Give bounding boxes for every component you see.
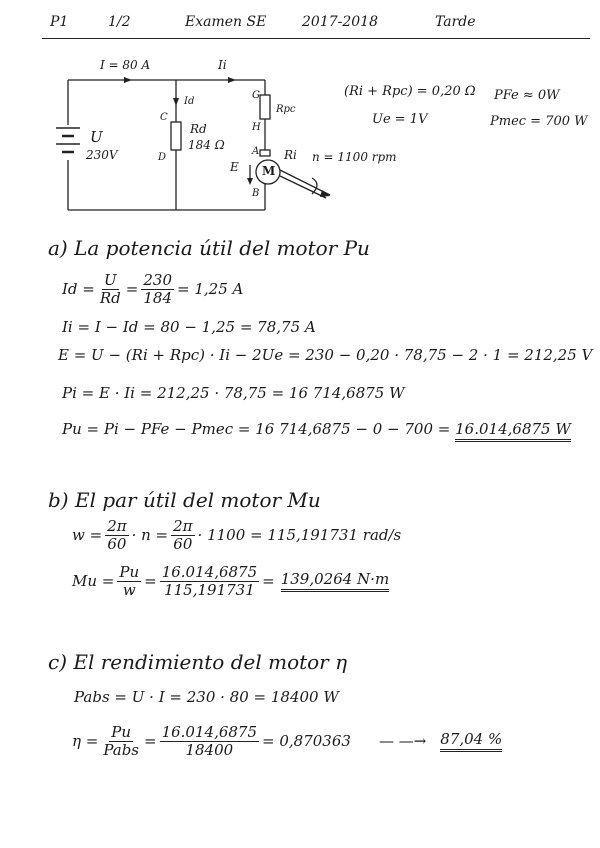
eq-emf: E = U − (Ri + Rpc) · Ii − 2Ue = 230 − 0,20 · 78,75 − 2 · 1 = 212,25 V: [58, 346, 593, 364]
eq-mu-den2: 115,191731: [164, 580, 255, 599]
page-number: 1/2: [108, 14, 131, 30]
eq-id-lhs: Id =: [62, 280, 95, 298]
speed-label: n = 1100 rpm: [312, 150, 397, 164]
eq-omega-mid: · n =: [131, 526, 169, 544]
source-label: U: [90, 128, 103, 146]
eq-eta-den1: Pabs: [103, 740, 139, 759]
eq-eta-eq: =: [144, 732, 157, 750]
rd-label: Rd: [190, 122, 207, 136]
ue-value: Ue = 1V: [372, 112, 428, 127]
eq-eta: [72, 724, 502, 758]
node-h-label: H: [252, 122, 261, 133]
eq-pu-lhs: Pu = Pi − PFe − Pmec = 16 714,6875 − 0 − 700 =: [62, 420, 451, 438]
eq-pu: [62, 420, 571, 438]
exam-session: Tarde: [435, 14, 476, 30]
emf-label: E: [230, 160, 239, 174]
eq-id-den1: Rd: [99, 288, 121, 307]
eq-eta-lhs: η =: [72, 732, 99, 750]
eq-eta-frac2: [160, 724, 259, 758]
current-d-label: Id: [184, 96, 195, 107]
node-g-label: G: [252, 90, 260, 101]
section-c-title: c) El rendimiento del motor η: [48, 650, 348, 674]
eq-eta-den2: 18400: [185, 740, 234, 759]
eq-eta-num1: Pu: [111, 723, 132, 741]
eq-id-frac2: [141, 272, 174, 306]
ri-label: Ri: [284, 148, 297, 162]
node-b-label: B: [252, 188, 260, 199]
eq-eta-result: = 0,870363: [262, 732, 351, 750]
eq-omega-frac2: [171, 518, 194, 552]
eq-mu-num2: 16.014,6875: [161, 563, 258, 581]
node-c-label: C: [160, 112, 168, 123]
eq-mu-eq: =: [144, 572, 157, 590]
eq-mu: [72, 564, 389, 598]
eq-eta-arrow: — —→: [378, 732, 427, 750]
eq-id-num1: U: [104, 271, 117, 289]
pmec-value: Pmec = 700 W: [490, 114, 588, 129]
motor-label: M: [262, 164, 276, 178]
exam-title: Examen SE: [185, 14, 267, 30]
eq-omega-result: · 1100 = 115,191731 rad/s: [197, 526, 402, 544]
eq-mu-num1: Pu: [119, 563, 140, 581]
eq-ii: Ii = I − Id = 80 − 1,25 = 78,75 A: [62, 318, 316, 336]
eq-id-num2: 230: [143, 271, 172, 289]
eq-omega-den2: 60: [173, 534, 193, 553]
problem-label: P1: [50, 14, 69, 30]
source-value: 230V: [86, 148, 118, 162]
eq-omega-den1: 60: [107, 534, 127, 553]
eq-mu-frac2: [160, 564, 259, 598]
node-d-label: D: [158, 152, 167, 163]
rpc-label: Rpc: [276, 104, 296, 115]
node-a-label: A: [252, 146, 260, 157]
rd-value: 184 Ω: [188, 138, 225, 152]
eq-mu-result: 139,0264 N·m: [281, 570, 389, 592]
eq-id-frac1: [98, 272, 123, 306]
eq-mu-frac1: [117, 564, 141, 598]
eq-pabs: Pabs = U · I = 230 · 80 = 18400 W: [74, 688, 339, 706]
eq-id-result: = 1,25 A: [177, 280, 244, 298]
eq-mu-lhs: Mu =: [72, 572, 115, 590]
eq-pu-result: 16.014,6875 W: [455, 420, 571, 442]
ri-rpc-value: (Ri + Rpc) = 0,20 Ω: [344, 84, 476, 99]
eq-mu-den1: w: [122, 580, 136, 599]
exam-year: 2017-2018: [302, 14, 378, 30]
eq-omega-lhs: w =: [72, 526, 103, 544]
eq-mu-eq2: =: [262, 572, 275, 590]
pfe-value: PFe ≈ 0W: [494, 88, 560, 103]
eq-eta-frac1: [101, 724, 141, 758]
current-total-label: I = 80 A: [100, 58, 151, 72]
eq-pi: Pi = E · Ii = 212,25 · 78,75 = 16 714,6875 W: [62, 384, 405, 402]
eq-eta-percent: 87,04 %: [440, 730, 502, 752]
eq-omega-frac1: [105, 518, 128, 552]
eq-id-den2: 184: [143, 288, 172, 307]
eq-omega-num1: 2π: [107, 517, 127, 535]
eq-id: [62, 272, 243, 306]
eq-eta-num2: 16.014,6875: [161, 723, 258, 741]
eq-id-eq: =: [125, 280, 139, 298]
eq-omega: [72, 518, 401, 552]
section-a-title: a) La potencia útil del motor Pu: [48, 236, 370, 260]
section-b-title: b) El par útil del motor Mu: [48, 488, 321, 512]
eq-omega-num2: 2π: [173, 517, 193, 535]
current-i-label: Ii: [218, 58, 227, 72]
